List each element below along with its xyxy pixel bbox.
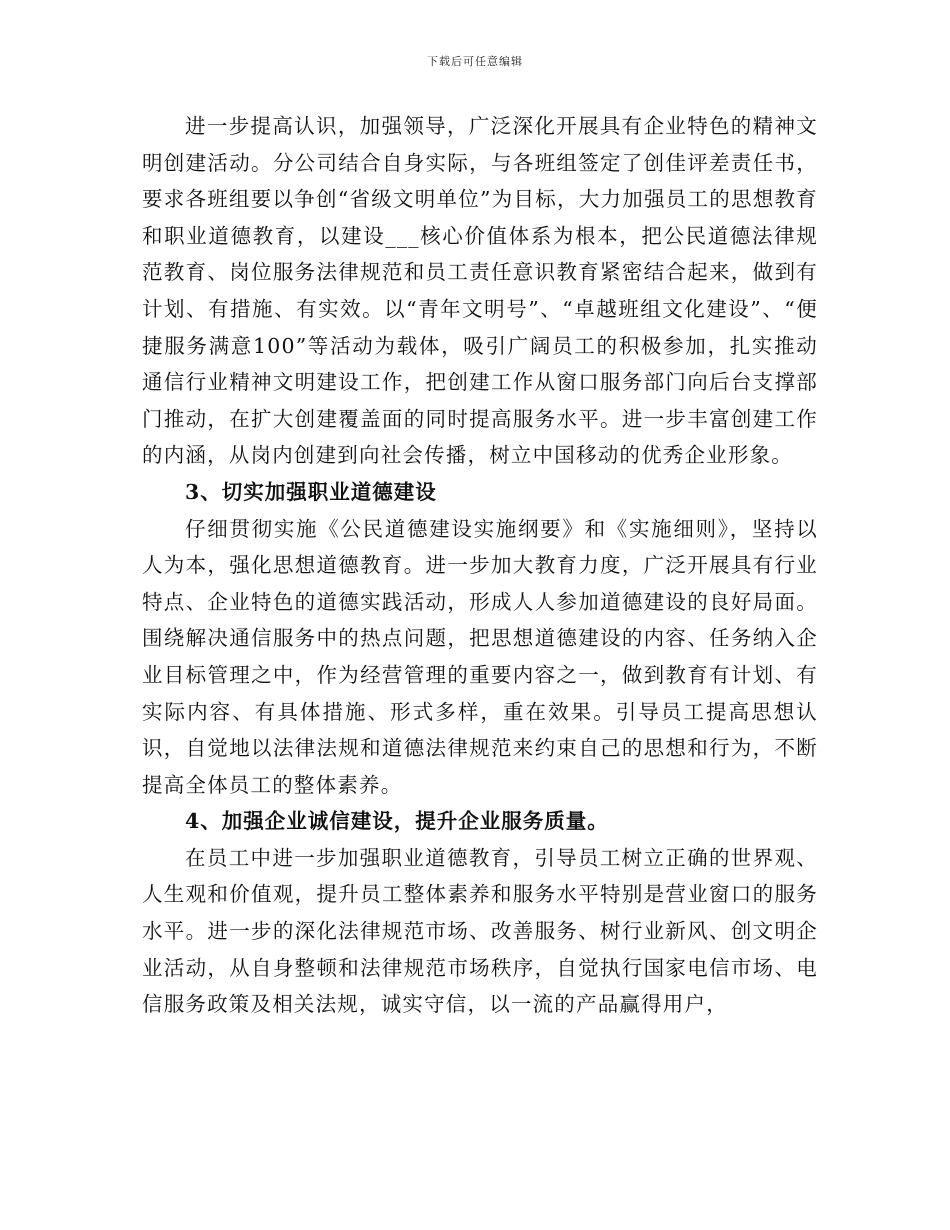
section-heading-3: 3、切实加强职业道德建设 xyxy=(185,479,437,504)
paragraph-professional-ethics: 仔细贯彻实施《公民道德建设实施纲要》和《实施细则》，坚持以人为本，强化思想道德教育。进一步加大教育力度，广泛开展具有行业特点、企业特色的道德实践活动，形成人人参加道德建设的良好局面。围绕解决通信服务中的热点问题，把思想道德建设的内容、任务纳入企业目标管理之中，作为经营管理的重要内容之一，做到教育有计划、有实际内容、有具体措施、形式多样，重在效果。引导员工提高思想认识，自觉地以法律法规和道德法律规范来约束自己的思想和行为，不断提高全体员工的整体素养。 xyxy=(142,516,818,797)
document-body xyxy=(142,108,818,1023)
section-heading-4: 4、加强企业诚信建设，提升企业服务质量。 xyxy=(185,809,609,834)
page-header: 下载后可任意编辑 xyxy=(427,55,523,68)
paragraph-integrity: 在员工中进一步加强职业道德教育，引导员工树立正确的世界观、人生观和价值观，提升员工整体素养和服务水平特别是营业窗口的服务水平。进一步的深化法律规范市场、改善服务、树行业新风、创文明企业活动，从自身整顿和法律规范市场秩序，自觉执行国家电信市场、电信服务政策及相关法规，诚实守信，以一流的产品赢得用户， xyxy=(142,845,818,1017)
paragraph-spiritual-civilization: 进一步提高认识，加强领导，广泛深化开展具有企业特色的精神文明创建活动。分公司结合自身实际，与各班组签定了创佳评差责任书，要求各班组要以争创“省级文明单位”为目标，大力加强员工的思想教育和职业道德教育，以建设___核心价值体系为根本，把公民道德法律规范教育、岗位服务法律规范和员工责任意识教育紧密结合起来，做到有计划、有措施、有实效。以“青年文明号”、“卓越班组文化建设”、“便捷服务满意100”等活动为载体，吸引广阔员工的积极参加，扎实推动通信行业精神文明建设工作，把创建工作从窗口服务部门向后台支撑部门推动，在扩大创建覆盖面的同时提高服务水平。进一步丰富创建工作的内涵，从岗内创建到向社会传播，树立中国移动的优秀企业形象。 xyxy=(142,114,818,468)
